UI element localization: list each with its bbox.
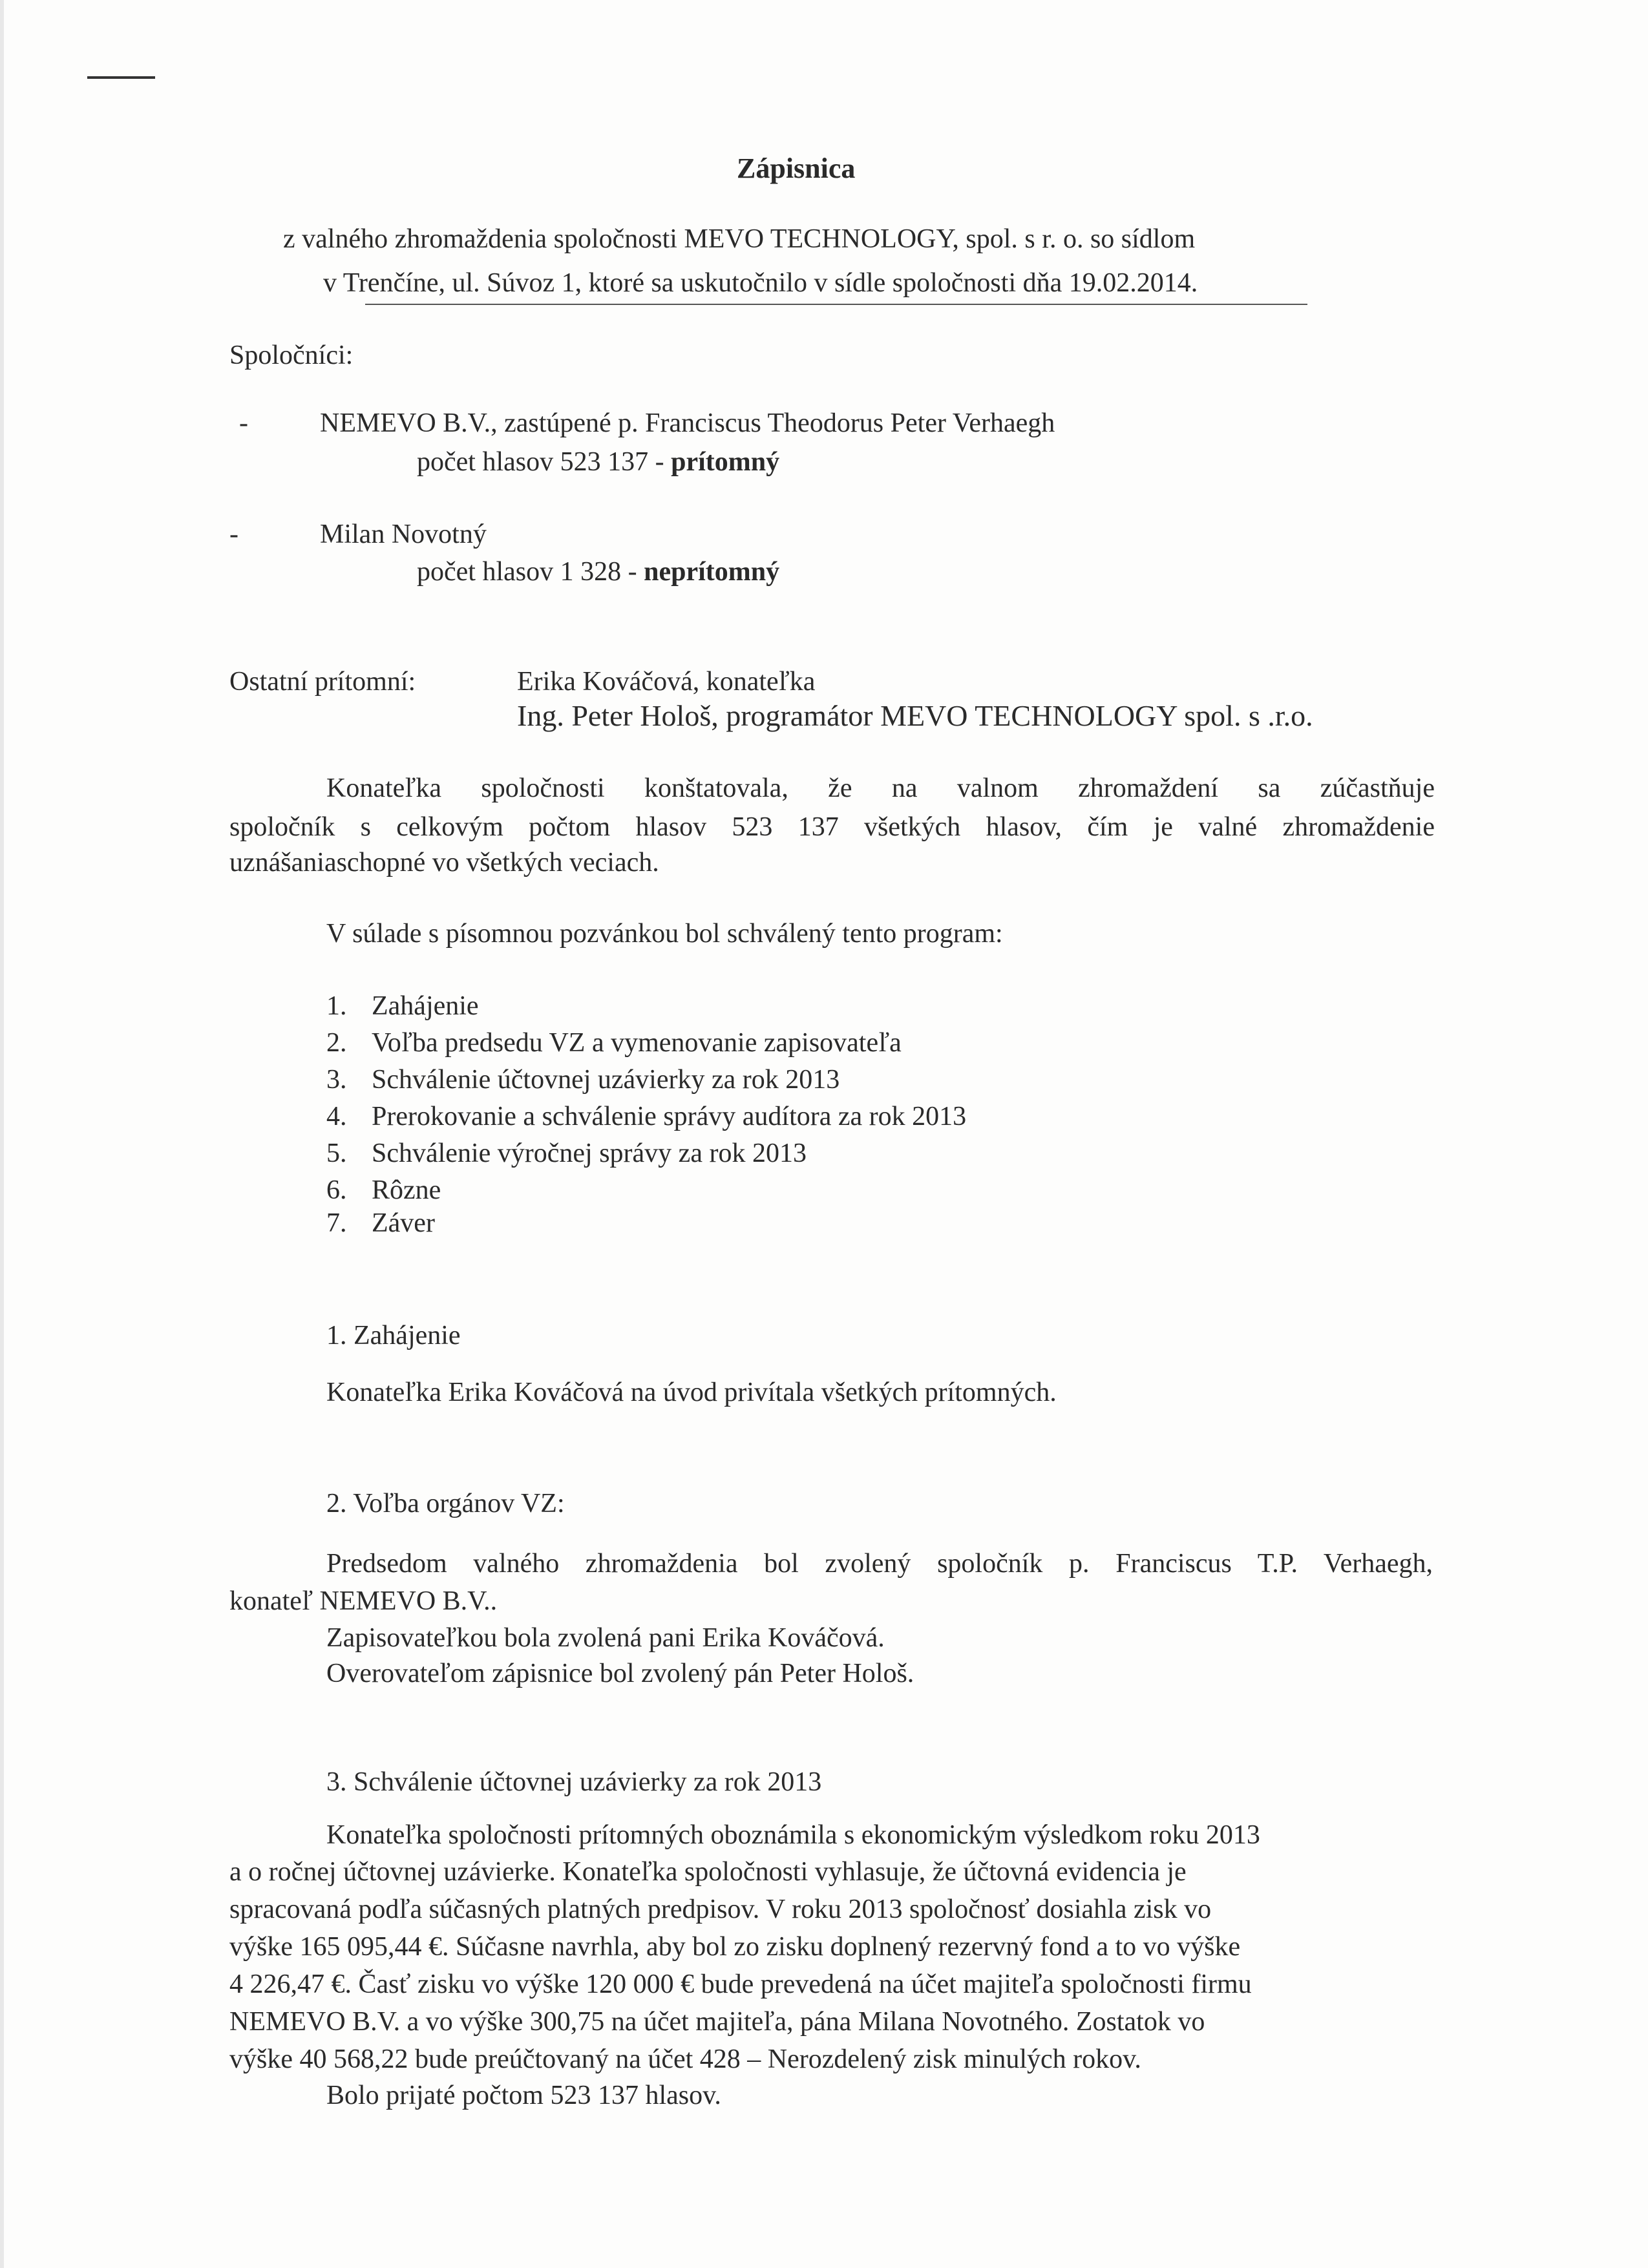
partner-1-votes-line (417, 446, 779, 478)
others-label: Ostatní prítomní: (229, 667, 416, 697)
section-3-line-5: 4 226,47 €. Časť zisku vo výške 120 000 € bude prevedená na účet majiteľa spoločnosti firmu (229, 1969, 1252, 1999)
agenda-text: Schválenie výročnej správy za rok 2013 (372, 1139, 807, 1168)
section-3-heading: 3. Schválenie účtovnej uzávierky za rok 2013 (326, 1767, 822, 1797)
agenda-text: Voľba predsedu VZ a vymenovanie zapisovateľa (372, 1028, 902, 1058)
partner-1-bullet: - (239, 408, 248, 438)
partner-2-votes: počet hlasov 1 328 - (417, 557, 637, 587)
document-title: Zápisnica (737, 152, 856, 184)
other-present-1: Erika Kováčová, konateľka (517, 667, 816, 697)
agenda-item-1 (326, 990, 479, 1022)
agenda-item-3 (326, 1064, 840, 1096)
subtitle-line-2: v Trenčíne, ul. Súvoz 1, ktoré sa uskutočnilo v sídle spoločnosti dňa 19.02.2014. (323, 268, 1198, 298)
section-3-line-1: Konateľka spoločnosti prítomných oboznámila s ekonomickým výsledkom roku 2013 (326, 1820, 1260, 1850)
agenda-text: Prerokovanie a schválenie správy audítora za rok 2013 (372, 1102, 967, 1131)
partner-2-name: Milan Novotný (320, 520, 487, 549)
agenda-text: Rôzne (372, 1175, 441, 1205)
quorum-line-2: spoločník s celkovým počtom hlasov 523 137 všetkých hlasov, čím je valné zhromaždenie (229, 812, 1435, 842)
section-3-line-7: výške 40 568,22 bude preúčtovaný na účet 428 – Nerozdelený zisk minulých rokov. (229, 2044, 1141, 2074)
quorum-line-3: uznášaniaschopné vo všetkých veciach. (229, 848, 659, 877)
other-present-2: Ing. Peter Hološ, programátor MEVO TECHNOLOGY spol. s .r.o. (517, 699, 1313, 732)
program-intro: V súlade s písomnou pozvánkou bol schválený tento program: (326, 919, 1003, 949)
agenda-num: 6. (326, 1175, 347, 1205)
section-3-line-4: výške 165 095,44 €. Súčasne navrhla, aby bol zo zisku doplnený rezervný fond a to vo výške (229, 1932, 1241, 1962)
agenda-item-6 (326, 1174, 441, 1206)
scan-left-edge (0, 0, 4, 2268)
section-2-line-3: Zapisovateľkou bola zvolená pani Erika Kováčová. (326, 1623, 885, 1653)
partner-1-status: prítomný (671, 447, 780, 477)
title-underline (365, 304, 1307, 305)
section-2-line-2: konateľ NEMEVO B.V.. (229, 1586, 498, 1616)
section-1-body: Konateľka Erika Kováčová na úvod privítala všetkých prítomných. (326, 1378, 1057, 1407)
section-2-line-1: Predsedom valného zhromaždenia bol zvolený spoločník p. Franciscus T.P. Verhaegh, (326, 1549, 1433, 1579)
agenda-num: 1. (326, 991, 347, 1021)
partners-label: Spoločníci: (229, 341, 354, 370)
section-3-line-6: NEMEVO B.V. a vo výške 300,75 na účet majiteľa, pána Milana Novotného. Zostatok vo (229, 2007, 1205, 2037)
section-3-line-3: spracovaná podľa súčasných platných predpisov. V roku 2013 spoločnosť dosiahla zisk vo (229, 1895, 1212, 1924)
agenda-num: 7. (326, 1208, 347, 1238)
agenda-text: Zahájenie (372, 991, 479, 1021)
punch-mark (87, 76, 155, 79)
partner-2-status: neprítomný (644, 557, 780, 587)
section-2-line-4: Overovateľom zápisnice bol zvolený pán Peter Hološ. (326, 1659, 914, 1688)
partner-2-votes-line (417, 556, 779, 588)
agenda-item-7 (326, 1207, 435, 1239)
partner-1-votes: počet hlasov 523 137 - (417, 447, 664, 477)
section-3-vote: Bolo prijaté počtom 523 137 hlasov. (326, 2081, 721, 2110)
section-1-heading: 1. Zahájenie (326, 1321, 461, 1350)
agenda-num: 2. (326, 1028, 347, 1058)
section-2-heading: 2. Voľba orgánov VZ: (326, 1489, 565, 1518)
partner-1-name: NEMEVO B.V., zastúpené p. Franciscus Theodorus Peter Verhaegh (320, 408, 1055, 438)
agenda-num: 3. (326, 1065, 347, 1095)
quorum-line-1: Konateľka spoločnosti konštatovala, že na valnom zhromaždení sa zúčastňuje (326, 773, 1435, 803)
agenda-item-4 (326, 1100, 966, 1133)
subtitle-line-1: z valného zhromaždenia spoločnosti MEVO TECHNOLOGY, spol. s r. o. so sídlom (283, 224, 1196, 254)
agenda-item-2 (326, 1027, 902, 1059)
agenda-text: Schválenie účtovnej uzávierky za rok 2013 (372, 1065, 840, 1095)
section-3-line-2: a o ročnej účtovnej uzávierke. Konateľka spoločnosti vyhlasuje, že účtovná evidencia je (229, 1857, 1187, 1887)
agenda-num: 5. (326, 1139, 347, 1168)
agenda-text: Záver (372, 1208, 435, 1238)
agenda-item-5 (326, 1137, 807, 1170)
partner-2-bullet: - (229, 520, 238, 549)
agenda-num: 4. (326, 1102, 347, 1131)
